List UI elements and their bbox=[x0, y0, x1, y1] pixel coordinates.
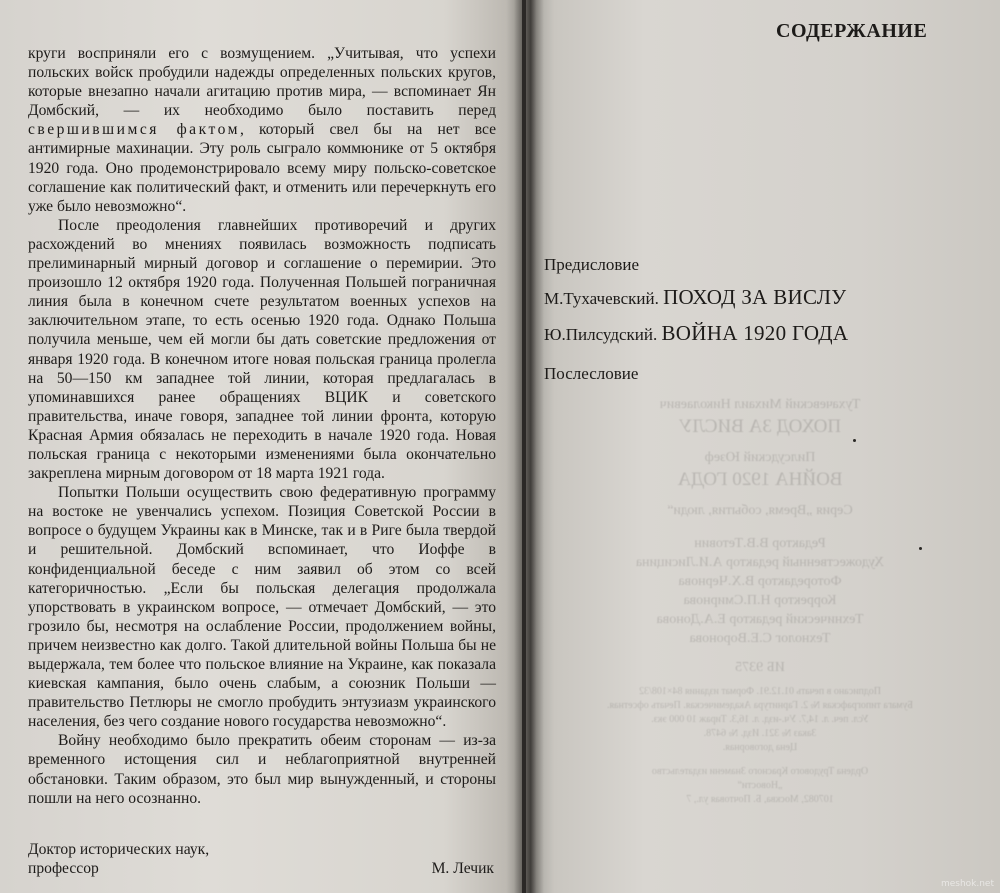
ghost-credit: Технолог С.Е.Воронова bbox=[689, 631, 831, 646]
spaced-emphasis: свершившимся фактом bbox=[28, 121, 240, 139]
ghost-credit: Технический редактор Е.А.Донова bbox=[656, 612, 864, 627]
ghost-publisher bbox=[540, 765, 980, 807]
ghost-title-1: ПОХОД ЗА ВИСЛУ bbox=[678, 416, 842, 437]
watermark: meshok.net bbox=[940, 879, 994, 889]
toc-item-preface bbox=[544, 255, 639, 275]
toc-item-title: ВОЙНА 1920 ГОДА bbox=[661, 321, 849, 345]
toc-title: СОДЕРЖАНИЕ bbox=[776, 20, 928, 42]
ghost-author-1: Тухачевский Михаил Николаевич bbox=[659, 397, 861, 412]
ghost-credit: Корректор Н.П.Смирнова bbox=[683, 593, 837, 608]
ghost-credits bbox=[540, 534, 980, 648]
ghost-publisher-line: 107082, Москва, Б. Почтовая ул., 7 bbox=[686, 794, 834, 805]
signature-degree: Доктор исторических наук, bbox=[28, 841, 210, 858]
print-speck bbox=[919, 547, 922, 550]
signature-title: профессор bbox=[28, 860, 99, 878]
toc-item-author: М.Тухачевский. bbox=[544, 289, 659, 308]
toc-item-title: ПОХОД ЗА ВИСЛУ bbox=[663, 285, 847, 309]
toc-item-pilsudski bbox=[544, 321, 848, 346]
ghost-code: ИБ 9375 bbox=[735, 660, 785, 675]
ghost-author-2: Пилсудский Юзеф bbox=[704, 450, 816, 465]
ghost-series: Серия „Время, события, люди“ bbox=[667, 503, 853, 518]
ghost-title-2: ВОЙНА 1920 ГОДА bbox=[677, 469, 843, 490]
toc-item-author: Ю.Пилсудский. bbox=[544, 325, 658, 344]
ghost-imprint bbox=[540, 685, 980, 755]
ghost-publisher-line: Ордена Трудового Красного Знамени издательство bbox=[651, 766, 869, 777]
signature-block bbox=[28, 840, 496, 878]
ghost-credit: Художественный редактор А.И.Лисицина bbox=[635, 555, 885, 570]
paragraph-1-part-1: круги восприняли его с возмущением. „Учитывая, что успехи польских войск пробудили надежды определенных польских кругов, которые внезапно начали агитацию против мира, — вспоминает Ян Домбский, — их необходимо было поставить перед bbox=[28, 45, 496, 120]
ghost-imprint-line: Цена договорная. bbox=[722, 742, 798, 753]
toc-item-preface-label: Предисловие bbox=[544, 255, 640, 274]
toc-item-afterword bbox=[544, 364, 638, 384]
signature-author: М. Лечик bbox=[431, 860, 494, 877]
paragraph-3: Попытки Польши осуществить свою федеративную программу на востоке не увенчались успехом. Позиция Советской России в вопросе о будущем Украины как в Минске, так и в Риге была твердой и решительной. Домбский вспоминает, что Иоффе в конфиденциальной беседе с ним заявил об этом со всей категоричностью. „Если бы польская делегация продолжала упорствовать в украинском вопросе, — отмечает Домбский, — это грозило бы, несмотря на ослабление России, продолжением войны, причем неизвестно как долго. Такой длительной войны Польша бы не выдержала, тем более что польское влияние на Украине, как показала киевская кампания, было очень слабым, а союзник Польши — правительство Петлюры не смогло пробудить энтузиазм украинского населения, без чего создание нового государства невозможно“. bbox=[28, 484, 496, 731]
ghost-publisher-line: „Новости“ bbox=[737, 780, 783, 791]
left-page-body bbox=[28, 44, 496, 808]
ghost-credit: Редактор В.В.Тетовин bbox=[694, 536, 826, 551]
toc-item-tukhachevsky bbox=[544, 285, 846, 310]
ghost-imprint-line: Усл. печ. л. 14,7. Уч.-изд. л. 16,3. Тираж 10 000 экз. bbox=[651, 714, 869, 725]
ghost-imprint-line: Бумага типографская № 2. Гарнитура Академическая. Печать офсетная. bbox=[606, 700, 914, 711]
ghost-imprint-line: Заказ № 321. Изд. № 6478. bbox=[703, 728, 817, 739]
paragraph-2: После преодоления главнейших противоречий и других расхождений во мнениях появилась возможность подписать прелиминарный мирный договор и соглашение о перемирии. Это произошло 12 октября 1920 года. Полученная Польшей пограничная линия была в конечном счете результатом военных успехов на заключительном этапе, то есть осенью 1920 года. Однако Польша получила меньше, чем ей могли бы дать советские предложения от января 1920 года. В конечном итоге новая польская граница пролегла на 50—150 км западнее той линии, которая предлагалась в упоминавшихся ранее обращениях ВЦИК и советского правительства, иначе говоря, западнее той линии фронта, которую Красная Армия обязалась не переходить в начале 1920 года. Новая польская граница с некоторыми изменениями была окончательно закреплена мирным договором от 18 марта 1921 года. bbox=[28, 216, 496, 483]
show-through-imprint bbox=[540, 395, 980, 807]
paragraph-1-part-3: , который свел бы на нет все антимирные махинации. Эту роль сыграло коммюнике от 5 октября 1920 года. Оно продемонстрировало всему миру польско-советское соглашение как политический факт, и отменить или перечеркнуть его уже было невозможно“. bbox=[28, 121, 496, 215]
toc-item-afterword-label: Послесловие bbox=[544, 364, 639, 383]
print-speck bbox=[853, 439, 856, 442]
ghost-imprint-line: Подписано в печать 01.12.91. Формат издания 84×108/32 bbox=[639, 686, 881, 697]
paragraph-1 bbox=[28, 44, 496, 216]
ghost-credit: Фоторедактор В.Х.Чернова bbox=[678, 574, 842, 589]
paragraph-4: Войну необходимо было прекратить обеим сторонам — из-за временного истощения сил и неблагоприятной внутренней обстановки. Таким образом, это был мир вынужденный, и стороны пошли на него осознанно. bbox=[28, 732, 496, 807]
